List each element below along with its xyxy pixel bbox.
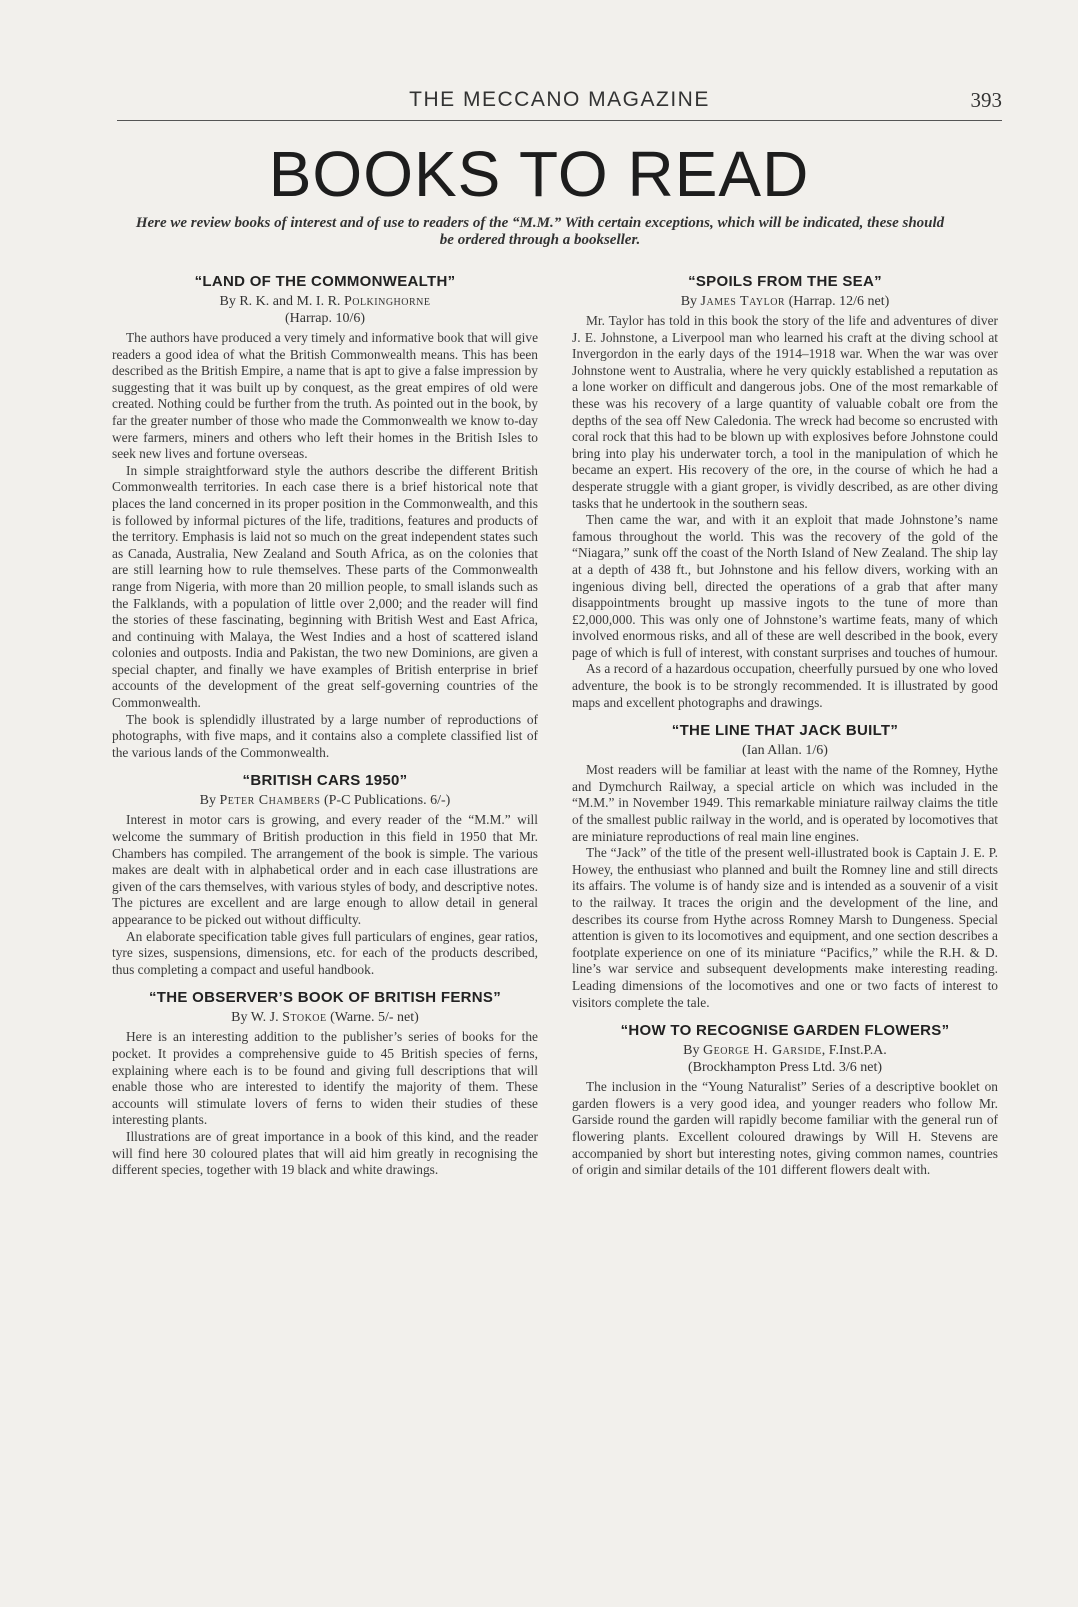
author-name: Polkinghorne	[343, 294, 431, 309]
author-name: James Taylor	[700, 294, 786, 309]
article-paragraph: The inclusion in the “Young Naturalist” Series of a descriptive booklet on garden flowers is a very good idea, and younger readers who follow Mr. Garside round the garden will rapidly become familiar with the general run of flowering plants. Excellent coloured drawings by Will H. Stevens are accompanied by short but interesting notes, giving common names, countries of origin and similar details of the 101 different flowers dealt with.	[572, 1079, 998, 1178]
article-paragraph: Mr. Taylor has told in this book the story of the life and adventures of diver J. E. Johnstone, a Liverpool man who learned his craft at the diving school at Invergordon in the early days of the 1914–1918 war. When the war was over Johnstone went to Australia, where he very quickly established a reputation as a lone worker on difficult and dangerous jobs. One of the most remarkable of these was his recovery of a large quantity of valuable cobalt ore from the depths of the sea off New Caledonia. The wreck had become so encrusted with coral rock that this had to be blown up with explosives before Johnstone could bring into play his underwater torch, a tool in the manipulation of which he became an expert. His recovery of the ore, in the course of which he had a desperate struggle with a giant groper, is vividly described, as are other diving tasks that he undertook in the southern seas.	[572, 313, 998, 511]
article-spoils-from-the-sea	[572, 272, 998, 711]
publisher-info: (Harrap. 10/6)	[284, 311, 366, 326]
left-column	[112, 272, 538, 1179]
publisher-info: (Harrap. 12/6 net)	[788, 294, 890, 309]
article-title: “THE OBSERVER’S BOOK OF BRITISH FERNS”	[149, 989, 501, 1007]
article-paragraph: Then came the war, and with it an exploit that made Johnstone’s name famous throughout the world. This was the recovery of the gold of the “Niagara,” sunk off the coast of the North Island of New Zealand. The ship lay at a depth of 438 ft., but Johnstone and his fellow divers, working with an ingenious diving bell, directed the operations of a grab that after many disappointments brought up massive ingots to the tune of more than £2,000,000. This was only one of Johnstone’s wartime feats, many of which involved enormous risks, and all of these are well described in the book, every page of which is full of interest, with constant surprises and touches of humour.	[572, 512, 998, 660]
article-paragraph: The “Jack” of the title of the present well-illustrated book is Captain J. E. P. Howey, the enthusiast who planned and built the Romney line and still directs its affairs. The volume is of handy size and is intended as a souvenir of a visit to the railway. It traces the origin and the development of the line, and describes its course from Hythe across Romney Marsh to Dungeness. Special attention is given to its locomotives and equipment, and one section describes a footplate experience on one of its miniature “Pacifics,” while the R.H. & D. line’s war service and subsequent developments make interesting reading. Leading dimensions of the locomotives and one or two facts of interest to visitors complete the tale.	[572, 845, 998, 1010]
article-byline	[112, 293, 538, 310]
author-name: George H. Garside	[703, 1043, 822, 1059]
byline-prefix: By W. J.	[231, 1010, 279, 1026]
article-title: “THE LINE THAT JACK BUILT”	[671, 722, 899, 740]
byline-prefix: By	[199, 793, 216, 809]
article-byline	[112, 792, 538, 809]
article-paragraph: Most readers will be familiar at least with the name of the Romney, Hythe and Dymchurch Railway, a special article on which was included in the “M.M.” in November 1949. This remarkable miniature railway claims the title of the smallest public railway in the world, and is operated by locomotives that are miniature reproductions of real main line engines.	[572, 762, 998, 844]
article-paragraph: As a record of a hazardous occupation, cheerfully pursued by one who loved adventure, the book is to be strongly recommended. It is illustrated by good maps and excellent photographs and drawings.	[572, 661, 998, 710]
author-name: Peter Chambers	[219, 793, 321, 809]
article-land-of-the-commonwealth	[112, 272, 538, 761]
article-how-to-recognise-garden-flowers	[572, 1021, 998, 1179]
page-title: BOOKS TO READ	[268, 138, 810, 210]
publisher-info: (P-C Publications. 6/-)	[323, 793, 451, 809]
right-column	[572, 272, 998, 1179]
article-title: “SPOILS FROM THE SEA”	[688, 273, 882, 290]
publisher-info: (Warne. 5/- net)	[330, 1010, 419, 1026]
article-title: “BRITISH CARS 1950”	[242, 772, 408, 790]
byline-prefix: By R. K. and M. I. R.	[219, 294, 341, 309]
author-qualification: , F.Inst.P.A.	[821, 1043, 887, 1059]
byline-prefix: By	[683, 1043, 700, 1059]
article-paragraph: Interest in motor cars is growing, and every reader of the “M.M.” will welcome the summary of British production in this field in 1950 that Mr. Chambers has compiled. The arrangement of the book is simple. The various makes are dealt with in alphabetical order and in each case illustrations are given of the cars themselves, with various styles of body, and descriptive notes. The pictures are excellent and are large enough to allow detail in general appearance to be picked out without difficulty.	[112, 812, 538, 927]
article-byline	[572, 293, 998, 310]
byline-prefix: By	[680, 294, 698, 309]
article-the-line-that-jack-built	[572, 721, 998, 1011]
publisher-info: (Brockhampton Press Ltd. 3/6 net)	[687, 1060, 883, 1076]
article-paragraph: An elaborate specification table gives full particulars of engines, gear ratios, tyre sizes, suspensions, dimensions, etc. for each of the products described, thus completing a compact and useful handbook.	[112, 928, 538, 977]
article-title: “HOW TO RECOGNISE GARDEN FLOWERS”	[620, 1022, 950, 1040]
page-subtitle: Here we review books of interest and of use to readers of the “M.M.” With certain exceptions, which will be indicated, these should be ordered through a bookseller.	[135, 215, 945, 248]
article-byline	[112, 1009, 538, 1026]
article-paragraph: The authors have produced a very timely and informative book that will give readers a good idea of what the British Commonwealth means. This has been described as the British Empire, a name that is apt to give a false impression by suggesting that it was built up by conquest, as the great empires of old were created. Nothing could be further from the truth. As pointed out in the book, by far the greater number of those who made the Commonwealth we know to-day were farmers, miners and others who left their homes in the British Isles to seek new lives and fortune overseas.	[112, 330, 539, 462]
article-british-cars-1950	[112, 771, 538, 978]
article-title: “LAND OF THE COMMONWEALTH”	[194, 273, 456, 290]
article-paragraph: The book is splendidly illustrated by a large number of reproductions of photographs, with five maps, and it contains also a complete classified list of the various lands of the Commonwealth.	[112, 711, 538, 760]
page-number: 393	[970, 88, 1002, 112]
article-paragraph: In simple straightforward style the authors describe the different British Commonwealth territories. In each case there is a brief historical note that places the land concerned in its proper position in the Commonwealth, and this is followed by informal pictures of the life, traditions, features and products of the territory. Emphasis is laid not so much on the great independent states such as Canada, Australia, New Zealand and South Africa, as on the colonies that are still learning how to rule themselves. These parts of the Commonwealth range from Nigeria, with more than 20 million people, to small islands such as the Falklands, with a population of little over 2,000; and the reader will find the stories of these fascinating, beginning with British West and East Africa, and continuing with Malaya, the West Indies and a host of scattered island colonies and outposts. India and Pakistan, the two new Dominions, are given a special chapter, and finally we have examples of British enterprise in brief accounts of the development of the great self-governing countries of the Commonwealth.	[112, 462, 538, 711]
article-observers-book-of-british-ferns	[112, 988, 538, 1178]
article-paragraph: Illustrations are of great importance in a book of this kind, and the reader will find here 30 coloured plates that will aid him greatly in recognising the different species, together with 19 black and white drawings.	[112, 1128, 538, 1178]
author-name: Stokoe	[282, 1010, 327, 1026]
article-paragraph: Here is an interesting addition to the publisher’s series of books for the pocket. It provides a comprehensive guide to 45 British species of ferns, explaining where each is to be found and giving full descriptions that will enable those who are interested to identify the majority of them. These accounts will stimulate lovers of ferns to widen their studies of these interesting plants.	[112, 1029, 538, 1128]
article-byline	[572, 1042, 998, 1059]
publisher-info: (Ian Allan. 1/6)	[742, 743, 828, 759]
running-header	[117, 86, 1002, 121]
magazine-name: THE MECCANO MAGAZINE	[409, 88, 710, 111]
